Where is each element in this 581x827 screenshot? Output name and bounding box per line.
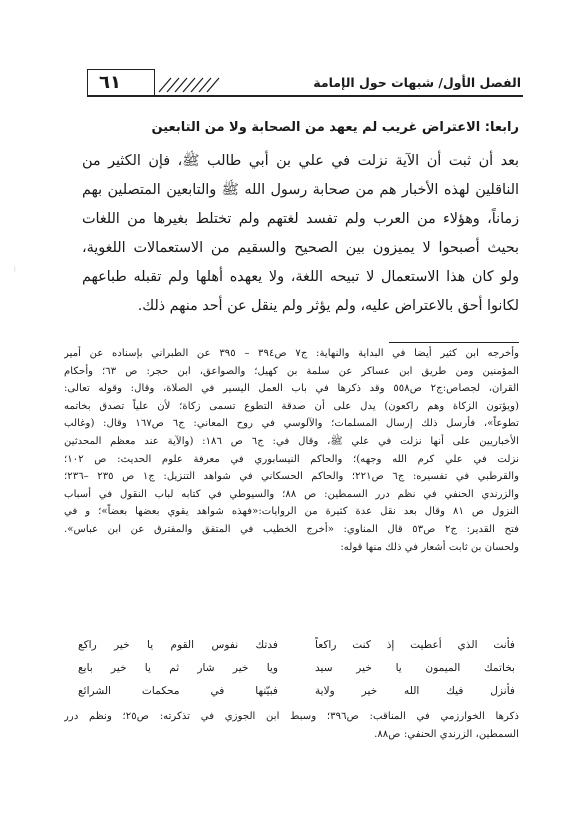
page-number: ٦١ bbox=[99, 72, 121, 93]
verse-second-hemistich: فدتك نفوس القوم يا خير راكع bbox=[78, 639, 278, 651]
footnotes bbox=[64, 345, 519, 556]
footnote-line: الأخباريين على أنها نزلت في علي ﷺ، وقال في: ج٦ ص ١٨٦: (والآية عند معظم المحدثين bbox=[64, 435, 519, 447]
running-header bbox=[89, 73, 521, 99]
footnote-line: ولحسان بن ثابت أشعار في ذلك منها قوله: bbox=[340, 541, 519, 553]
body-line: زماناً، وهؤلاء من العرب ولم تفسد لغتهم ولم تختلط بغيرها من اللغات bbox=[82, 211, 519, 227]
section-heading: رابعا: الاعتراض غريب لم يعهد من الصحابة ولا من التابعين bbox=[151, 120, 519, 135]
footnote-continuation bbox=[64, 708, 519, 744]
chapter-title: الفصل الأول/ شبهات حول الإمامة bbox=[313, 75, 521, 90]
footnote-line: المؤمنين ومن طريق ابن عساكر عن سلمة بن كهيل؛ والصواعق، ابن حجر: ص ٦٣؛ وأحكام bbox=[64, 365, 519, 377]
footnote-line: نزلت في علي كرم الله وجهه)؛ والحاكم النيسابوري في معرفة علوم الحديث: ص ١٠٢؛ bbox=[64, 453, 519, 465]
poem bbox=[78, 634, 515, 703]
body-line: بعد أن ثبت أن الآية نزلت في علي بن أبي طالب ﷺ، فإن الكثير من bbox=[82, 153, 519, 169]
poem-verse bbox=[78, 657, 515, 680]
verse-first-hemistich: بخاتمك الميمون يا خير سيد bbox=[315, 662, 515, 674]
footnote-line: القران، لجصاص:ج٢ ص٥٥٨ وقد ذكرها في باب العمل اليسير في الصلاة، وقال: وقوله تعالى: bbox=[64, 383, 519, 395]
body-line: الناقلين لهذه الأخبار هم من صحابة رسول الله ﷺ والتابعين المتصلين بهم bbox=[82, 182, 519, 198]
poem-verse bbox=[78, 634, 515, 657]
footnote-line: (ويؤتون الزكاة وهم راكعون) يدل على أن صدقة التطوع تسمى زكاة؛ لأن علياً تصدق بخاتمه bbox=[64, 400, 519, 412]
header-rule bbox=[87, 95, 523, 97]
body-line: بحيث أصبحوا لا يميزون بين الصحيح والسقيم من الاستعمالات اللغوية، bbox=[82, 240, 519, 256]
scan-speck: ⁝ bbox=[13, 265, 16, 274]
footnote-line: والزرندي الحنفي في نظم درر السمطين: ص ٨٨؛ والسيوطي في كتابه لباب النقول في أسباب bbox=[64, 488, 519, 500]
footnote-line: السمطين، الزرندي الحنفي: ص٨٨. bbox=[374, 729, 519, 740]
body-text bbox=[82, 147, 519, 321]
verse-first-hemistich: فأنزل فيك الله خير ولاية bbox=[315, 685, 515, 697]
footnote-line: وأخرجه ابن كثير أيضا في البداية والنهاية: ج٧ ص٣٩٤ – ٣٩٥ عن الطبراني بإسناده عن أمير bbox=[64, 348, 519, 359]
verse-second-hemistich: فبيّنها في محكمات الشرائع bbox=[78, 685, 278, 697]
page-number-box bbox=[87, 69, 155, 96]
poem-verse bbox=[78, 680, 515, 703]
footnote-line: النزول ص ٨١ وقال بعد نقل عدة كثيرة من الروايات:«فهذه شواهد يقوي بعضها بعضاً»؛ و في bbox=[64, 506, 519, 518]
body-line: ولو كان هذا الاستعمال لا تبيحه اللغة، ولا يعهده أهلها ولم تقبله طباعهم bbox=[82, 269, 519, 285]
footnote-line: تطوعاً»، فأرسل ذلك إرسال المسلمات؛ والآلوسي في روح المعاني: ج٦ ص١٦٧ وقال: (وغالب bbox=[64, 418, 519, 430]
header-slashes-ornament bbox=[157, 77, 227, 93]
verse-first-hemistich: فأنت الذي أعطيت إذ كنت راكعاً bbox=[315, 639, 515, 651]
footnote-line: والقرطبي في تفسيره: ج٦ ص٢٢١؛ والحاكم الحسكاني في شواهد التنزيل: ج١ ص ٢٣٥ –٢٣٦؛ bbox=[64, 471, 519, 483]
body-line: لكانوا أحق بالاعتراض عليه، ولم يؤثر ولم ينقل عن أحد منهم ذلك. bbox=[137, 298, 519, 314]
footnote-line: فتح القدير: ج٢ ص٥٣ قال المناوي: «أخرج الخطيب في المتفق والمفترق عن ابن عباس». bbox=[64, 523, 519, 535]
verse-second-hemistich: ويا خير شار ثم يا خير بايع bbox=[78, 662, 278, 674]
footnote-line: ذكرها الخوارزمي في المناقب: ص٣٩٦؛ وسبط ابن الجوزي في تذكرته: ص٢٥؛ ونظم درر bbox=[64, 711, 519, 722]
footnote-separator bbox=[389, 342, 519, 343]
